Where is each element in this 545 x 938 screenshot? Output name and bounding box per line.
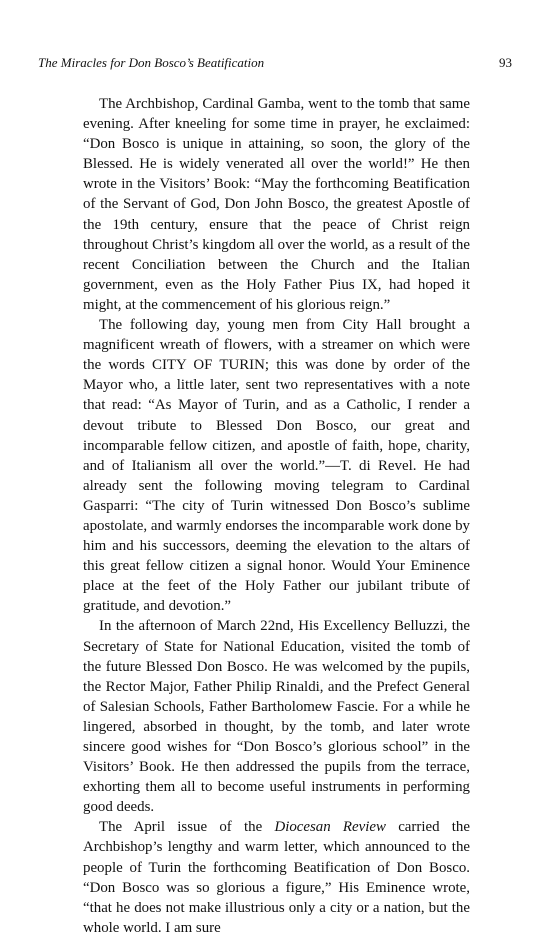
running-title: The Miracles for Don Bosco’s Beatification xyxy=(38,55,265,70)
paragraph: In the afternoon of March 22nd, His Excellency Belluzzi, the Secretary of State for National Education, visited the tomb of the future Blessed Don Bosco. He was welcomed by the pupils, the Rector Major, Father Philip Rinaldi, and the Prefect General of Salesian Schools, Father Bartholomew Fascie. For a while he lingered, absorbed in thought, by the tomb, and later wrote sincere good wishes for “Don Bosco’s glorious school” in the Visitors’ Book. He then addressed the pupils from the terrace, exhorting them all to become useful instruments in performing good deeds. xyxy=(83,618,470,816)
paragraph-text: carried the Archbishop’s lengthy and warm letter, which announced to the people of Turin the forthcoming Beatification of Don Bosco. “Don Bosco was so glorious a figure,” His Eminence wrote, “that he does not make illustrious only a city or a nation, but the whole world. I am sure xyxy=(83,819,470,936)
running-head xyxy=(38,54,512,72)
paragraph: The Archbishop, Cardinal Gamba, went to the tomb that same evening. After kneeling for some time in prayer, he exclaimed: “Don Bosco is unique in attaining, so soon, the glory of the Blessed. He is widely venerated all over the world!” He then wrote in the Visitors’ Book: “May the forthcoming Beatification of the Servant of God, Don John Bosco, the greatest Apostle of the 19th century, ensure that the peace of Christ reign throughout Christ’s kingdom all over the world, as a result of the recent Conciliation between the Church and the Italian government, even as the Holy Father Pius IX, had hoped it might, at the commencement of his glorious reign.” xyxy=(83,96,470,313)
paragraph: The following day, young men from City Hall brought a magnificent wreath of flowers, with a streamer on which were the words CITY OF TURIN; this was done by order of the Mayor who, a little later, sent two representatives with a note that read: “As Mayor of Turin, and as a Catholic, I render a devout tribute to Blessed Don Bosco, our great and incomparable fellow citizen, and apostle of faith, hope, charity, and of Italianism all over the world.”—T. di Revel. He had already sent the following moving telegram to Cardinal Gasparri: “The city of Turin witnessed Don Bosco’s sublime apostolate, and warmly endorses the incomparable work done by him and his successors, deeming the elevation to the altars of this great fellow citizen a signal honor. Would Your Eminence place at the feet of the Holy Father our jubilant tribute of gratitude, and devotion.” xyxy=(83,317,470,615)
publication-title: Diocesan Review xyxy=(274,819,386,836)
page-number: 93 xyxy=(499,55,512,70)
body-text xyxy=(83,94,470,938)
paragraph xyxy=(83,817,470,938)
paragraph-text: The April issue of the xyxy=(99,819,275,836)
